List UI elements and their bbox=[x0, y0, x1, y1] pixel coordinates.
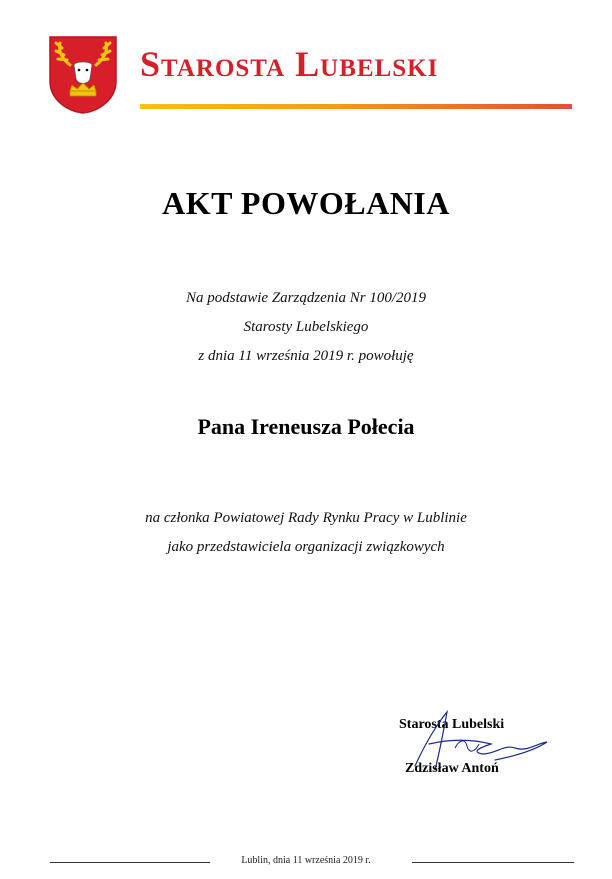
legal-basis-line: Starosty Lubelskiego bbox=[243, 319, 369, 335]
role-line: na członka Powiatowej Rady Rynku Pracy w Lublinie bbox=[145, 510, 467, 526]
appointment-role bbox=[0, 504, 612, 562]
document-title: AKT POWOŁANIA bbox=[162, 185, 450, 221]
appointee-name: Pana Ireneusza Połecia bbox=[197, 414, 415, 439]
organization-title: Starosta Lubelski bbox=[140, 44, 439, 84]
legal-basis-line: Na podstawie Zarządzenia Nr 100/2019 bbox=[185, 290, 427, 306]
legal-basis-line: z dnia 11 września 2019 r. powołuję bbox=[198, 348, 414, 364]
coat-of-arms-icon bbox=[48, 35, 118, 115]
signatory-name: Zdzisław Antoń bbox=[405, 761, 499, 776]
header-divider bbox=[140, 104, 572, 109]
place-and-date: Lublin, dnia 11 września 2019 r. bbox=[241, 855, 371, 866]
role-line: jako przedstawiciela organizacji związkowych bbox=[167, 539, 445, 555]
legal-basis bbox=[0, 284, 612, 371]
footer-rule-right bbox=[412, 862, 574, 863]
signatory-title: Starosta Lubelski bbox=[399, 717, 505, 732]
